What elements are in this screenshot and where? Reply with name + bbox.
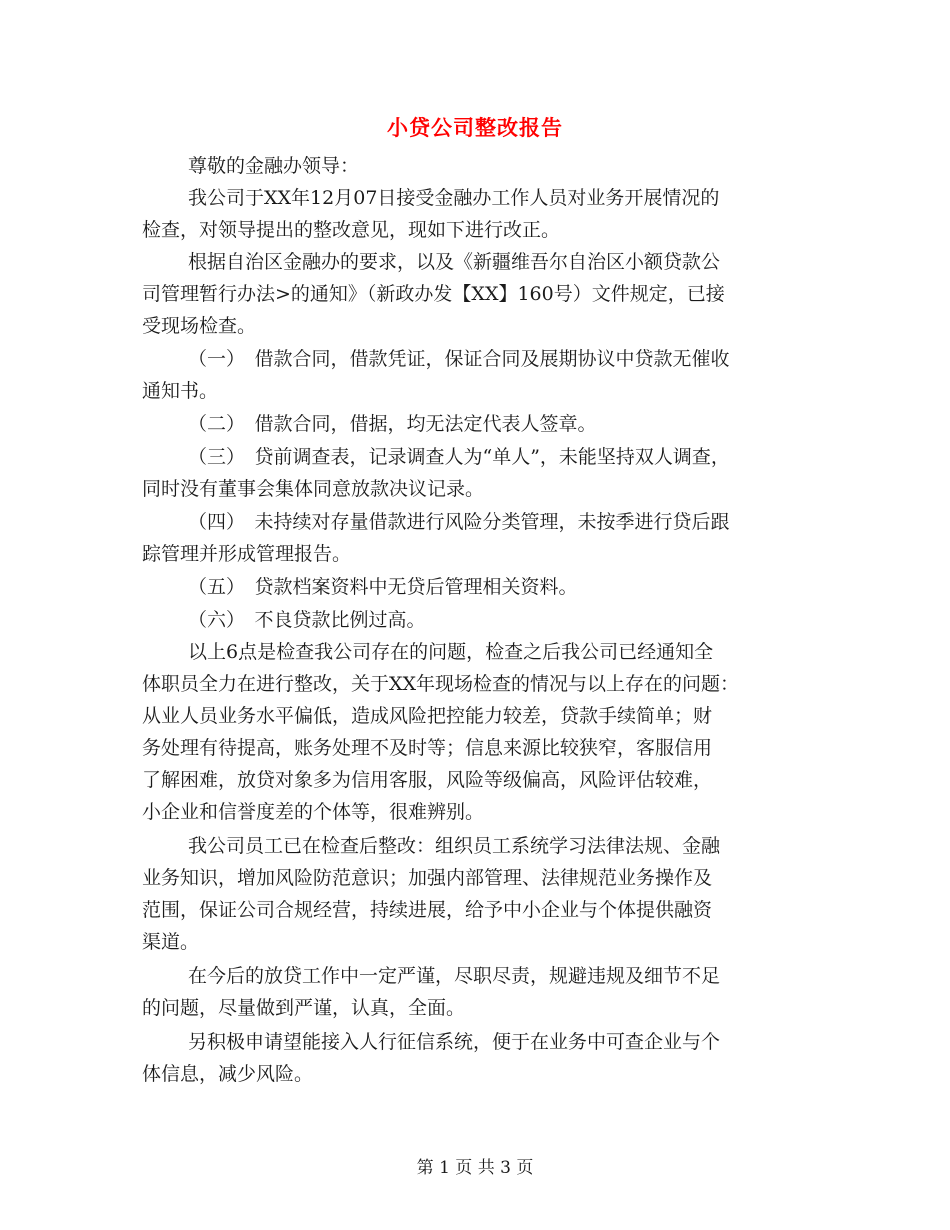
paragraph-line: （六） 不良贷款比例过高。 — [188, 609, 426, 631]
paragraph-line: 在今后的放贷工作中一定严谨，尽职尽责，规避违规及细节不足 — [188, 965, 721, 987]
paragraph-line: 体职员全力在进行整改，关于XX年现场检查的情况与以上存在的问题： — [142, 673, 740, 695]
paragraph-line: 的问题，尽量做到严谨，认真，全面。 — [142, 997, 466, 1019]
paragraph-line: 体信息，减少风险。 — [142, 1063, 314, 1085]
paragraph-line: 尊敬的金融办领导： — [188, 155, 360, 177]
paragraph-line: （四） 未持续对存量借款进行风险分类管理，未按季进行贷后跟 — [188, 511, 730, 533]
document-title: 小贷公司整改报告 — [387, 115, 563, 140]
paragraph-line: 渠道。 — [142, 931, 200, 953]
paragraph-line: 通知书。 — [142, 380, 219, 402]
paragraph-line: 我公司员工已在检查后整改：组织员工系统学习法律法规、金融 — [188, 835, 721, 857]
paragraph-line: （一） 借款合同，借款凭证，保证合同及展期协议中贷款无催收 — [188, 348, 730, 370]
page-number-footer: 第 1 页 共 3 页 — [416, 1158, 534, 1178]
paragraph-line: （五） 贷款档案资料中无贷后管理相关资料。 — [188, 576, 578, 598]
paragraph-line: （二） 借款合同，借据，均无法定代表人签章。 — [188, 413, 597, 435]
paragraph-line: （三） 贷前调查表，记录调查人为“单人”，未能坚持双人调查， — [188, 446, 730, 468]
paragraph-line: 从业人员业务水平偏低，造成风险把控能力较差，贷款手续简单；财 — [142, 705, 713, 727]
paragraph-line: 另积极申请望能接入人行征信系统，便于在业务中可查企业与个 — [188, 1031, 721, 1053]
paragraph-line: 我公司于XX年12月07日接受金融办工作人员对业务开展情况的 — [188, 187, 720, 209]
paragraph-line: 同时没有董事会集体同意放款决议记录。 — [142, 478, 485, 500]
paragraph-line: 了解困难，放贷对象多为信用客服，风险等级偏高，风险评估较难， — [142, 769, 713, 791]
paragraph-line: 受现场检查。 — [142, 315, 257, 337]
paragraph-line: 务处理有待提高，账务处理不及时等；信息来源比较狭窄，客服信用 — [142, 737, 713, 759]
paragraph-line: 司管理暂行办法>的通知》（新政办发【XX】160号）文件规定，已接 — [142, 283, 725, 305]
paragraph-line: 检查，对领导提出的整改意见，现如下进行改正。 — [142, 219, 561, 241]
paragraph-line: 业务知识，增加风险防范意识；加强内部管理、法律规范业务操作及 — [142, 867, 713, 889]
paragraph-line: 小企业和信誉度差的个体等，很难辨别。 — [142, 801, 485, 823]
paragraph-line: 踪管理并形成管理报告。 — [142, 543, 352, 565]
paragraph-line: 范围，保证公司合规经营，持续进展，给予中小企业与个体提供融资 — [142, 899, 713, 921]
paragraph-line: 根据自治区金融办的要求，以及《新疆维吾尔自治区小额贷款公 — [188, 251, 721, 273]
paragraph-line: 以上6点是检查我公司存在的问题，检查之后我公司已经通知全 — [188, 641, 714, 663]
